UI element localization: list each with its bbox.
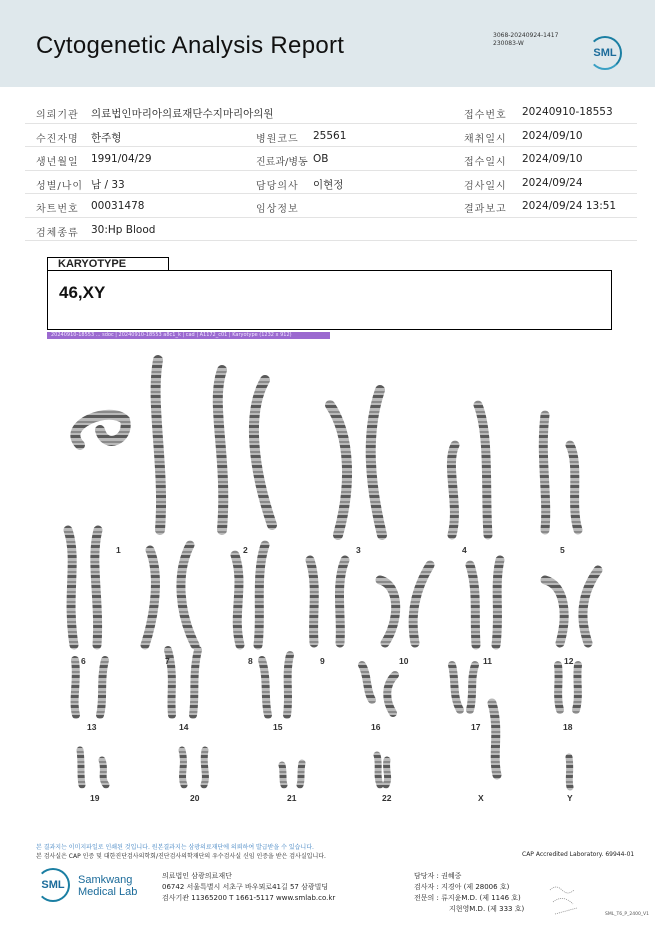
patient-label: 수진자명 [36,133,79,145]
report-date-label: 결과보고 [464,204,507,215]
dept-label: 진료과/병동 [256,157,308,168]
report-date-value: 2024/09/24 13:51 [522,200,617,212]
karyotype-value: 46,XY [59,283,106,302]
receipt-date-label: 접수일시 [464,157,507,168]
chromosome-label: 19 [90,793,100,803]
chart-no-value: 00031478 [91,200,145,212]
clinical-label: 임상정보 [256,204,299,215]
footer-org-name [78,874,137,898]
chromosome-label: 9 [320,656,325,666]
staff-line-1: 담당자 : 권혜중 [414,872,462,880]
chromosome-label: 8 [248,656,253,666]
info-row [25,124,637,148]
chromosome-label: 10 [399,656,409,666]
hospital-code-label: 병원코드 [256,133,299,145]
doctor-label: 담당의사 [256,180,299,192]
org-name-line-1: Samkwang [78,874,133,886]
chromosome-label: 7 [165,656,170,666]
staff-line-3: 전문의 : 류지윤M.D. (제 1146 호) [414,894,521,902]
info-row [25,194,637,218]
karyogram-image [0,345,655,805]
chromosome-label: 15 [273,722,283,732]
chromosome-label: Y [567,793,573,803]
doctor-value: 이현정 [313,178,344,191]
reference-line-2: 230083-W [493,40,524,47]
reference-line-1: 3068-20240924-1417 [493,32,559,39]
chromosome-label: 16 [371,722,381,732]
test-date-label: 검사일시 [464,180,507,192]
chromosome-label: X [478,793,484,803]
chromosome-label: 11 [483,656,492,666]
chromosome-label: 6 [81,656,86,666]
chromosome-label: 18 [563,722,573,732]
birth-label: 생년월일 [36,157,79,168]
receipt-no-label: 접수번호 [464,110,507,121]
info-row [25,100,637,124]
footer-staff [414,871,524,915]
karyotype-tab: KARYOTYPE [47,257,169,271]
cap-accreditation: CAP Accredited Laboratory. 69944-01 [522,851,635,858]
chromosome-label: 14 [179,722,189,732]
staff-line-2: 검사자 : 지경아 (제 28006 호) [414,883,510,891]
sex-age-label: 성별/나이 [36,180,84,192]
patient-info-table [25,100,637,241]
signature [545,880,590,920]
info-row [25,147,637,171]
info-row [25,171,637,195]
chromosome-label: 4 [462,545,467,555]
chromosome-label: 20 [190,793,200,803]
institution-value: 의료법인마리아의료재단수지마리아의원 [91,108,274,120]
sex-age-value: 남 / 33 [91,178,125,191]
address-line-2: 06742 서울특별시 서초구 바우뫼로41길 57 삼광빌딩 [162,883,329,891]
report-header [0,0,655,87]
chromosome-label: 5 [560,545,565,555]
address-line-3: 검사기관 11365200 T 1661-5117 www.smlab.co.kr [162,894,336,902]
chromosome-label: 12 [564,656,574,666]
birth-value: 1991/04/29 [91,153,152,165]
info-row [25,218,637,242]
staff-line-4: 지현영M.D. (제 333 호) [449,905,525,913]
footer-address [162,871,335,904]
dept-value: OB [313,153,329,165]
specimen-value: 30:Hp Blood [91,223,156,236]
chromosome-label: 22 [382,793,392,803]
receipt-date-value: 2024/09/10 [522,153,583,165]
collect-date-label: 채취일시 [464,133,507,145]
report-title: Cytogenetic Analysis Report [36,32,345,59]
chromosome-group [68,360,598,787]
chromosome-label: 2 [243,545,248,555]
sml-logo: SML [588,36,622,70]
karyotype-image-caption: 20240910-18553 ... sdoc | 20240910-18553 a8c1_k | cad | A1172_c01 | Karyotype (1232 x 912) [47,332,330,339]
hospital-code-value: 25561 [313,129,347,142]
form-code: SML_T6_P_2400_V1 [605,912,649,917]
chromosome-label: 1 [116,545,121,555]
footer-sml-logo: SML [36,868,70,902]
collect-date-value: 2024/09/10 [522,129,583,142]
institution-label: 의뢰기관 [36,110,79,121]
patient-value: 한주형 [91,131,122,144]
test-date-value: 2024/09/24 [522,176,583,189]
chromosome-label: 21 [287,793,297,803]
chromosome-label: 3 [356,545,361,555]
karyotype-result-box [47,270,612,330]
chromosome-label: 13 [87,722,97,732]
org-name-line-2: Medical Lab [78,886,138,898]
chart-no-label: 차트번호 [36,204,79,215]
receipt-no-value: 20240910-18553 [522,106,613,118]
footer-note-2: 본 검사실은 CAP 인증 및 대한진단검사의학회/진단검사의학재단의 우수검사실 신임 인증을 받은 검사실입니다. [36,853,326,860]
footer-note-1: 본 결과지는 이미지파일로 인쇄된 것입니다. 원본결과지는 삼광의료재단에 의뢰하여 발급받을 수 있습니다. [36,844,314,851]
chromosome-label: 17 [471,722,481,732]
address-line-1: 의료법인 삼광의료재단 [162,872,232,880]
specimen-label: 검체종류 [36,227,79,239]
report-reference [493,32,558,48]
